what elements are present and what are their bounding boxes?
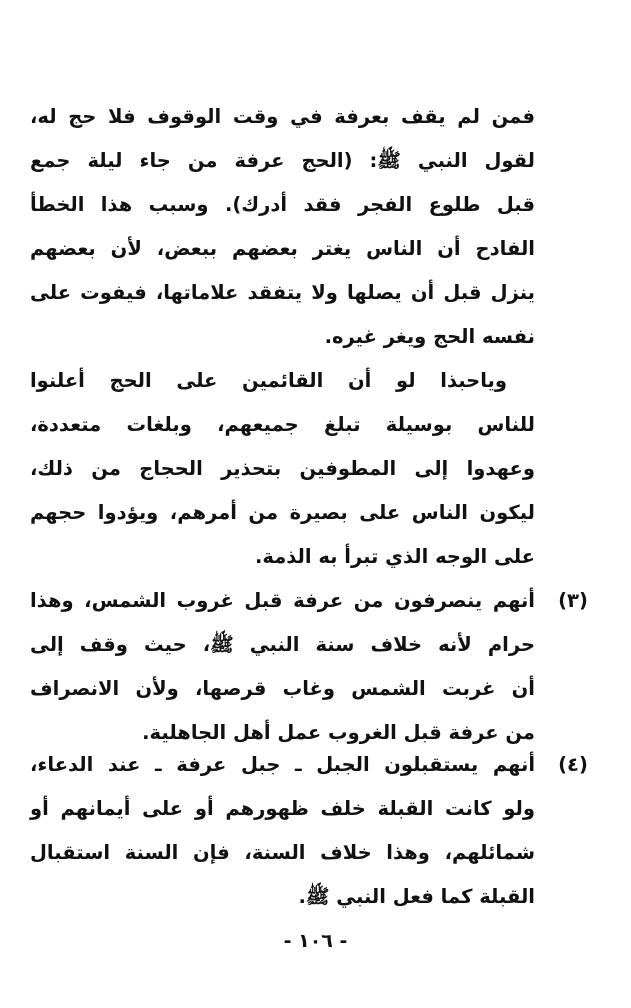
text-line: على الوجه الذي تبرأ به الذمة. bbox=[254, 545, 535, 568]
paragraph-1 bbox=[30, 95, 535, 359]
text-line: الفادح أن الناس يغتر بعضهم ببعض، لأن بعضهم bbox=[30, 237, 535, 260]
text-line: لقول النبي ﷺ: (الحج عرفة من جاء ليلة جمع bbox=[30, 149, 535, 172]
text-line: من عرفة قبل الغروب عمل أهل الجاهلية. bbox=[142, 721, 535, 744]
list-item bbox=[30, 579, 535, 755]
text-line: وياحبذا لو أن القائمين على الحج أعلنوا bbox=[30, 369, 507, 392]
list-item-number: (٣) bbox=[558, 589, 588, 612]
text-line: القبلة كما فعل النبي ﷺ. bbox=[298, 885, 535, 908]
text-line: للناس بوسيلة تبلغ جميعهم، وبلغات متعددة، bbox=[30, 413, 535, 436]
text-line: ولو كانت القبلة خلف ظهورهم أو على أيمانهم أو bbox=[30, 797, 535, 820]
text-line: ينزل قبل أن يصلها ولا يتفقد علاماتها، فيفوت على bbox=[30, 281, 535, 304]
text-line: حرام لأنه خلاف سنة النبي ﷺ، حيث وقف إلى bbox=[30, 633, 535, 656]
text-line: أن غربت الشمس وغاب قرصها، ولأن الانصراف bbox=[30, 677, 535, 700]
text-line: وعهدوا إلى المطوفين بتحذير الحجاج من ذلك، bbox=[30, 457, 535, 480]
paragraph-2 bbox=[30, 359, 535, 579]
text-line: فمن لم يقف بعرفة في وقت الوقوف فلا حج له، bbox=[30, 105, 535, 128]
text-line: قبل طلوع الفجر فقد أدرك). وسبب هذا الخطأ bbox=[30, 193, 535, 216]
page-number: - ١٠٦ - bbox=[283, 930, 348, 952]
text-line: أنهم يستقبلون الجبل ـ جبل عرفة ـ عند الدعاء، bbox=[30, 753, 535, 776]
text-line: نفسه الحج ويغر غيره. bbox=[324, 325, 535, 348]
list-item bbox=[30, 743, 535, 919]
list-item-number: (٤) bbox=[558, 753, 588, 776]
text-line: شمائلهم، وهذا خلاف السنة، فإن السنة استقبال bbox=[30, 841, 535, 864]
text-line: ليكون الناس على بصيرة من أمرهم، ويؤدوا حجهم bbox=[30, 501, 535, 524]
text-line: أنهم ينصرفون من عرفة قبل غروب الشمس، وهذا bbox=[30, 589, 535, 612]
